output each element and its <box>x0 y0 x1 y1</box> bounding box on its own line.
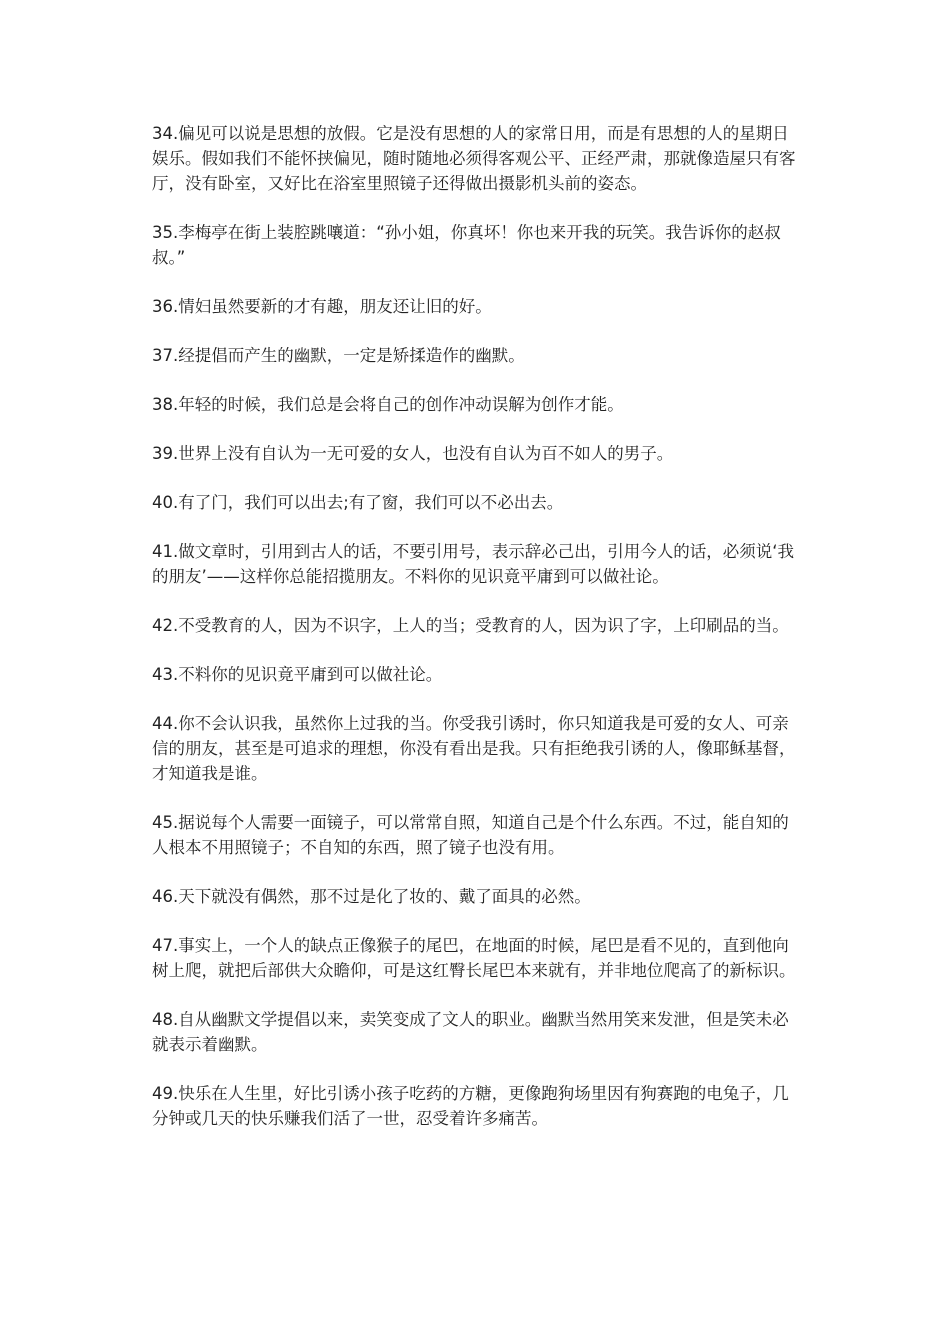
paragraph-42: 42.不受教育的人，因为不识字，上人的当；受教育的人，因为识了字，上印刷品的当。 <box>152 616 789 635</box>
paragraph-45: 45.据说每个人需要一面镜子，可以常常自照，知道自己是个什么东西。不过，能自知的人根本不用照镜子；不自知的东西，照了镜子也没有用。 <box>152 813 789 857</box>
paragraph-48: 48.自从幽默文学提倡以来，卖笑变成了文人的职业。幽默当然用笑来发泄，但是笑未必就表示着幽默。 <box>152 1010 789 1054</box>
paragraph-34: 34.偏见可以说是思想的放假。它是没有思想的人的家常日用，而是有思想的人的星期日娱乐。假如我们不能怀挟偏见，随时随地必须得客观公平、正经严肃，那就像造屋只有客厅，没有卧室，又好比在浴室里照镜子还得做出摄影机头前的姿态。 <box>152 124 796 193</box>
paragraph-39: 39.世界上没有自认为一无可爱的女人，也没有自认为百不如人的男子。 <box>152 444 674 463</box>
document-body <box>152 121 798 1155</box>
paragraph-37: 37.经提倡而产生的幽默，一定是矫揉造作的幽默。 <box>152 346 525 365</box>
paragraph-46: 46.天下就没有偶然，那不过是化了妆的、戴了面具的必然。 <box>152 887 591 906</box>
paragraph-38: 38.年轻的时候，我们总是会将自己的创作冲动误解为创作才能。 <box>152 395 624 414</box>
paragraph-35: 35.李梅亭在街上装腔跳嚷道：“孙小姐，你真坏！你也来开我的玩笑。我告诉你的赵叔叔。” <box>152 223 781 267</box>
paragraph-44: 44.你不会认识我，虽然你上过我的当。你受我引诱时，你只知道我是可爱的女人、可亲信的朋友，甚至是可追求的理想，你没有看出是我。只有拒绝我引诱的人，像耶稣基督，才知道我是谁。 <box>152 714 796 783</box>
paragraph-49: 49.快乐在人生里，好比引诱小孩子吃药的方糖，更像跑狗场里因有狗赛跑的电兔子，几分钟或几天的快乐赚我们活了一世，忍受着许多痛苦。 <box>152 1084 789 1128</box>
paragraph-47: 47.事实上，一个人的缺点正像猴子的尾巴，在地面的时候，尾巴是看不见的，直到他向树上爬，就把后部供大众瞻仰，可是这红臀长尾巴本来就有，并非地位爬高了的新标识。 <box>152 936 796 980</box>
paragraph-40: 40.有了门，我们可以出去;有了窗，我们可以不必出去。 <box>152 493 564 512</box>
paragraph-36: 36.情妇虽然要新的才有趣，朋友还让旧的好。 <box>152 297 492 316</box>
paragraph-43: 43.不料你的见识竟平庸到可以做社论。 <box>152 665 443 684</box>
paragraph-41: 41.做文章时，引用到古人的话，不要引用号，表示辞必己出，引用今人的话，必须说‘我的朋友’——这样你总能招揽朋友。不料你的见识竟平庸到可以做社论。 <box>152 542 794 586</box>
